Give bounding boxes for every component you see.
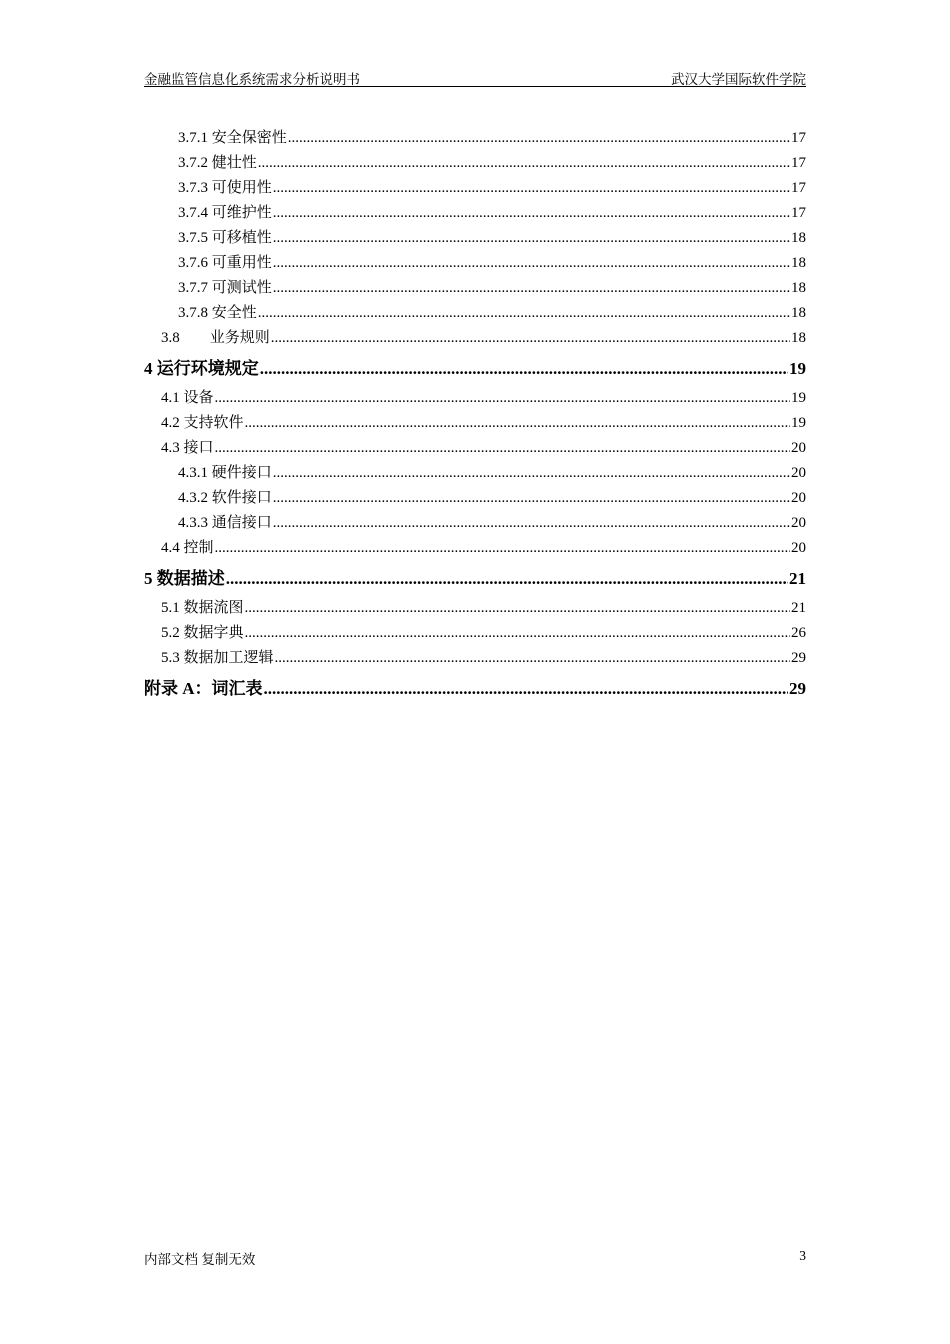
toc-page-number: 17 (791, 205, 806, 221)
toc-entry-title: 业务规则 (209, 330, 270, 346)
toc-entry-label: 3.7.1 安全保密性 (178, 130, 287, 146)
toc-leader-dots (264, 671, 788, 706)
toc-entry-3-7-7[interactable] (144, 276, 806, 301)
toc-page-number: 18 (791, 280, 806, 296)
toc-leader-dots (245, 596, 790, 621)
toc-leader-dots (215, 386, 790, 411)
toc-entry-label: 3.7.2 健壮性 (178, 155, 257, 171)
toc-leader-dots (288, 126, 790, 151)
toc-page-number: 18 (791, 255, 806, 271)
toc-page-number: 19 (791, 390, 806, 406)
toc-leader-dots (226, 561, 788, 596)
toc-page-number: 21 (789, 569, 806, 588)
toc-entry-label: 3.7.7 可测试性 (178, 280, 272, 296)
toc-page-number: 19 (789, 359, 806, 378)
toc-entry-4[interactable] (144, 351, 806, 386)
toc-page-number: 17 (791, 180, 806, 196)
toc-leader-dots (273, 251, 790, 276)
toc-entry-label: 4.3.3 通信接口 (178, 515, 272, 531)
toc-entry-4-1[interactable] (144, 386, 806, 411)
toc-page-number: 20 (791, 515, 806, 531)
toc-leader-dots (260, 351, 788, 386)
toc-page-number: 29 (789, 679, 806, 698)
toc-page-number: 26 (791, 625, 806, 641)
toc-entry-label: 4.3.1 硬件接口 (178, 465, 272, 481)
toc-entry-label: 4 运行环境规定 (144, 359, 259, 378)
header-institution: 武汉大学国际软件学院 (671, 72, 806, 87)
toc-entry-3-7-3[interactable] (144, 176, 806, 201)
toc-leader-dots (273, 176, 790, 201)
toc-entry-4-3-2[interactable] (144, 486, 806, 511)
toc-leader-dots (258, 151, 790, 176)
toc-page-number: 17 (791, 130, 806, 146)
toc-entry-label: 3.7.6 可重用性 (178, 255, 272, 271)
toc-entry-3-7-2[interactable] (144, 151, 806, 176)
toc-entry-label: 4.2 支持软件 (161, 415, 244, 431)
toc-entry-appendix-a[interactable] (144, 671, 806, 706)
toc-entry-label: 4.4 控制 (161, 540, 214, 556)
toc-entry-label: 5.3 数据加工逻辑 (161, 650, 274, 666)
toc-leader-dots (273, 511, 790, 536)
toc-entry-3-7-5[interactable] (144, 226, 806, 251)
toc-entry-4-2[interactable] (144, 411, 806, 436)
toc-page-number: 18 (791, 330, 806, 346)
toc-entry-label: 3.7.8 安全性 (178, 305, 257, 321)
toc-entry-label: 5.2 数据字典 (161, 625, 244, 641)
toc-page-number: 20 (791, 490, 806, 506)
toc-entry-number: 3.8 (161, 330, 180, 346)
toc-page-number: 29 (791, 650, 806, 666)
page-header (144, 66, 806, 87)
toc-entry-4-3-1[interactable] (144, 461, 806, 486)
toc-entry-5-1[interactable] (144, 596, 806, 621)
toc-entry-label: 4.3 接口 (161, 440, 214, 456)
toc-entry-3-7-8[interactable] (144, 301, 806, 326)
toc-leader-dots (273, 201, 790, 226)
toc-entry-4-3[interactable] (144, 436, 806, 461)
footer-page-number: 3 (799, 1248, 806, 1263)
toc-entry-label: 4.1 设备 (161, 390, 214, 406)
toc-leader-dots (273, 461, 790, 486)
toc-leader-dots (275, 646, 790, 671)
toc-leader-dots (273, 486, 790, 511)
toc-entry-label (161, 326, 270, 351)
toc-entry-label: 附录 A：词汇表 (144, 679, 263, 698)
toc-page-number: 17 (791, 155, 806, 171)
toc-leader-dots (258, 301, 790, 326)
toc-entry-4-4[interactable] (144, 536, 806, 561)
toc-entry-5[interactable] (144, 561, 806, 596)
header-doc-title: 金融监管信息化系统需求分析说明书 (144, 72, 360, 87)
toc-entry-label: 3.7.5 可移植性 (178, 230, 272, 246)
toc-entry-4-3-3[interactable] (144, 511, 806, 536)
table-of-contents (144, 126, 806, 706)
toc-leader-dots (215, 536, 790, 561)
footer-notice: 内部文档 复制无效 (144, 1252, 256, 1267)
toc-leader-dots (271, 326, 790, 351)
toc-entry-3-8[interactable] (144, 326, 806, 351)
toc-entry-label: 4.3.2 软件接口 (178, 490, 272, 506)
toc-page-number: 20 (791, 465, 806, 481)
toc-page-number: 20 (791, 440, 806, 456)
toc-page-number: 21 (791, 600, 806, 616)
toc-leader-dots (245, 411, 790, 436)
toc-entry-label: 3.7.3 可使用性 (178, 180, 272, 196)
toc-page-number: 19 (791, 415, 806, 431)
toc-entry-5-3[interactable] (144, 646, 806, 671)
toc-entry-label: 3.7.4 可维护性 (178, 205, 272, 221)
toc-entry-label: 5 数据描述 (144, 569, 225, 588)
toc-page-number: 18 (791, 230, 806, 246)
toc-leader-dots (273, 226, 790, 251)
toc-page-number: 20 (791, 540, 806, 556)
toc-leader-dots (273, 276, 790, 301)
toc-page-number: 18 (791, 305, 806, 321)
toc-leader-dots (245, 621, 790, 646)
toc-leader-dots (215, 436, 790, 461)
toc-entry-3-7-1[interactable] (144, 126, 806, 151)
toc-entry-3-7-6[interactable] (144, 251, 806, 276)
toc-entry-3-7-4[interactable] (144, 201, 806, 226)
toc-entry-label: 5.1 数据流图 (161, 600, 244, 616)
toc-entry-5-2[interactable] (144, 621, 806, 646)
